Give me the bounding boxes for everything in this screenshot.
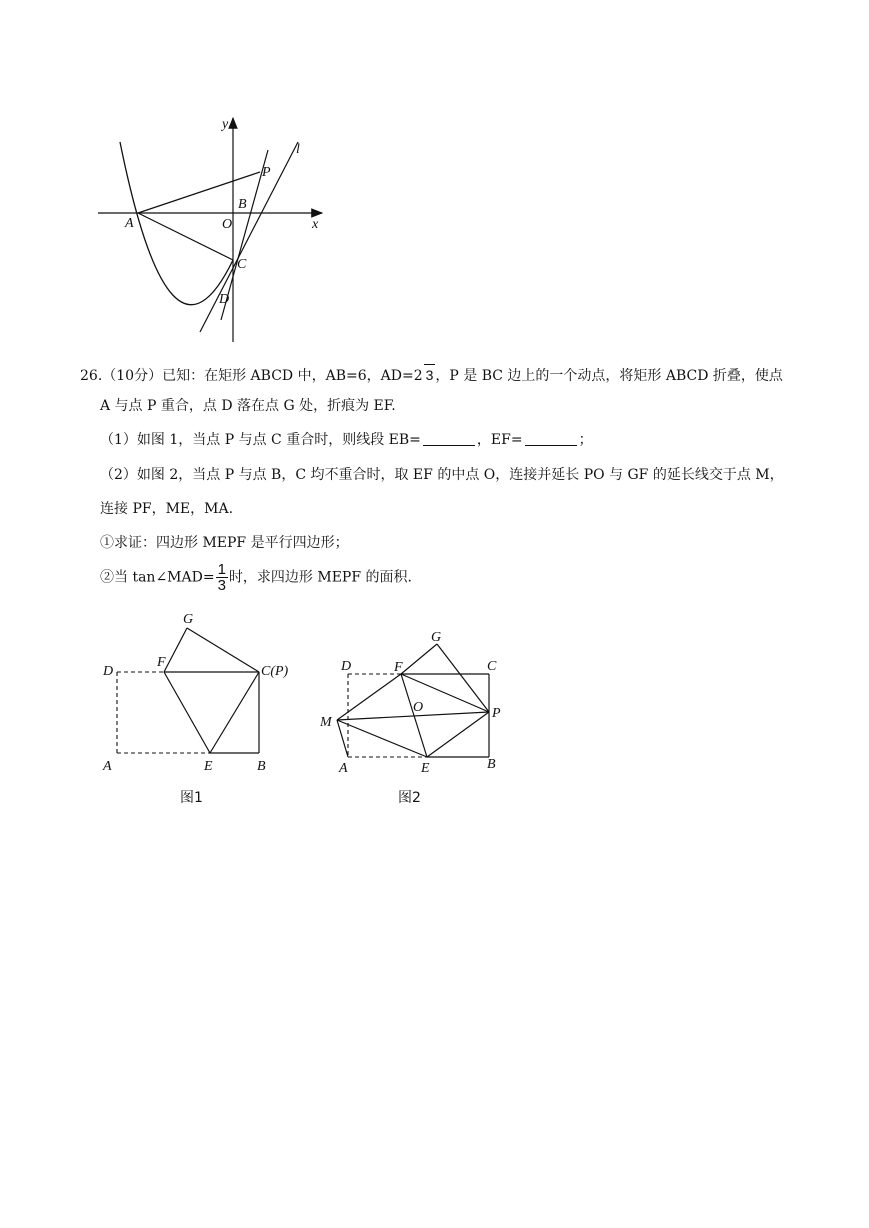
eb-answer-blank	[423, 431, 475, 446]
fig2-label-o: O	[413, 700, 424, 715]
sqrt-value: 3	[424, 364, 436, 385]
point-b-label: B	[238, 197, 247, 212]
fig2-label-f: F	[394, 660, 403, 675]
sub-question-2	[100, 562, 412, 593]
problem-intro-text-2: ，P 是 BC 边上的一个动点，将矩形 ABCD 折叠，使点	[435, 368, 783, 384]
fig2-label-d: D	[341, 659, 352, 674]
fraction-one-third	[216, 562, 228, 593]
fig1-label-e: E	[204, 759, 213, 774]
ef-answer-blank	[525, 431, 577, 446]
fig2-label-m: M	[320, 715, 332, 730]
segment-ac	[138, 213, 233, 260]
fig2-label-c: C	[487, 659, 497, 674]
fig2-label-g: G	[431, 630, 442, 645]
fraction-denominator: 3	[217, 577, 226, 594]
fig2-label-a: A	[339, 761, 348, 776]
fig1-label-cp: C(P)	[261, 664, 289, 679]
fig1-label-g: G	[183, 612, 194, 627]
fig1-label-a: A	[103, 759, 112, 774]
fig2-label-p: P	[492, 706, 501, 721]
figure-2-caption: 图2	[398, 790, 421, 806]
line-l-label: l	[296, 142, 300, 157]
y-axis-label: y	[222, 117, 229, 132]
problem-score: （10分）	[102, 368, 163, 384]
point-a-label: A	[125, 216, 134, 231]
figure-1	[95, 605, 305, 784]
sub2-text-b: 时，求四边形 MEPF 的面积.	[228, 569, 412, 586]
point-c-label: C	[237, 257, 247, 272]
part2-line-2: 连接 PF，ME，MA.	[100, 501, 234, 517]
part1-text-a: （1）如图 1，当点 P 与点 C 重合时，则线段 EB=	[100, 432, 421, 448]
sub2-text-a: ②当 tan∠MAD=	[100, 569, 215, 586]
x-axis-label: x	[312, 217, 319, 232]
coordinate-graph-figure	[90, 110, 340, 354]
sub-question-1: ①求证：四边形 MEPF 是平行四边形；	[100, 535, 349, 551]
parabola-curve	[120, 142, 233, 305]
point-o-label: O	[222, 217, 233, 232]
part1-text-c: ；	[578, 432, 593, 448]
line-l	[200, 142, 298, 332]
problem-number: 26.	[80, 368, 103, 384]
point-d-label: D	[219, 292, 230, 307]
fraction-numerator: 1	[217, 561, 226, 578]
fig1-label-f: F	[157, 655, 166, 670]
problem-intro-line-2: A 与点 P 重合，点 D 落在点 G 处，折痕为 EF.	[100, 398, 396, 414]
fig1-label-b: B	[257, 759, 266, 774]
figure-1-caption: 图1	[180, 790, 203, 806]
fig2-label-b: B	[487, 757, 496, 772]
problem-intro-text-1: 已知：在矩形 ABCD 中，AB=6，AD=2	[162, 368, 423, 384]
point-p-label: P	[262, 165, 271, 180]
fig2-label-e: E	[421, 761, 430, 776]
problem-intro-line	[80, 364, 783, 386]
part2-line-1: （2）如图 2，当点 P 与点 B，C 均不重合时，取 EF 的中点 O，连接并延长 PO 与 GF 的延长线交于点 M，	[100, 467, 784, 483]
fig1-label-d: D	[103, 664, 114, 679]
figure-2	[315, 622, 515, 786]
part1-text-b: ，EF=	[476, 432, 523, 448]
part1-line	[100, 430, 593, 450]
